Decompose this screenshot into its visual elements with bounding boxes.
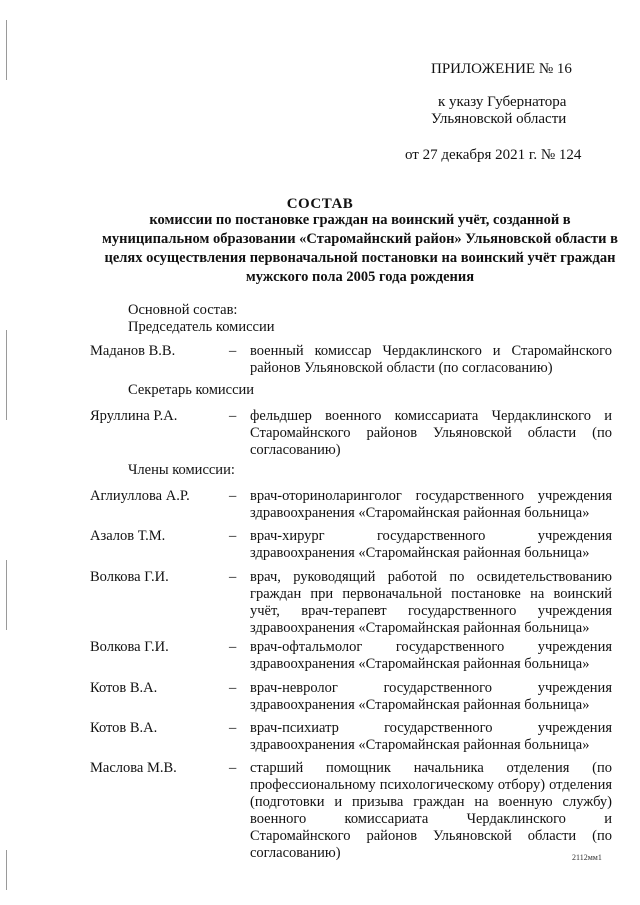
member-position: врач, руководящий работой по освидетельствованию граждан при первоначальной постановке на воинский учёт, врач-терапевт государственного учреждения здравоохранения «Старомайнская районная больница» — [250, 569, 612, 636]
member-name: Котов В.А. — [90, 680, 158, 696]
scan-edge-mark — [6, 560, 7, 630]
section-main-composition: Основной состав: — [128, 302, 238, 318]
section-secretary: Секретарь комиссии — [128, 382, 255, 398]
dash-separator: – — [229, 408, 237, 424]
decree-reference-line2: Ульяновской области — [431, 111, 567, 127]
member-name: Азалов Т.М. — [90, 528, 166, 544]
member-name: Маслова М.В. — [90, 760, 177, 776]
dash-separator: – — [229, 639, 237, 655]
member-name: Волкова Г.И. — [90, 569, 169, 585]
section-chairman: Председатель комиссии — [128, 319, 275, 335]
dash-separator: – — [229, 528, 237, 544]
member-position: врач-офтальмолог государственного учреждения здравоохранения «Старомайнская районная больница» — [250, 639, 612, 672]
decree-reference-line1: к указу Губернатора — [438, 94, 567, 110]
member-position: старший помощник начальника отделения (по профессиональному психологическому отбору) отделения (подготовки и призыва граждан на военную службу) военного комиссариата Чердаклинского и Старомайнского районов Ульяновской области (по согласованию) — [250, 760, 612, 861]
member-position: врач-оториноларинголог государственного учреждения здравоохранения «Старомайнская районная больница» — [250, 488, 612, 521]
dash-separator: – — [229, 720, 237, 736]
member-name: Яруллина Р.А. — [90, 408, 178, 424]
document-title: СОСТАВ — [286, 196, 354, 212]
decree-date: от 27 декабря 2021 г. № 124 — [405, 147, 582, 163]
dash-separator: – — [229, 488, 237, 504]
member-position: врач-психиатр государственного учреждения здравоохранения «Старомайнская районная больница» — [250, 720, 612, 753]
member-name: Маданов В.В. — [90, 343, 176, 359]
dash-separator: – — [229, 343, 237, 359]
member-position: фельдшер военного комиссариата Чердаклинского и Старомайнского районов Ульяновской области (по согласованию) — [250, 408, 612, 458]
document-subtitle: комиссии по постановке граждан на воинский учёт, созданной в муниципальном образовании «Старомайнский район» Ульяновской области в целях осуществления первоначальной постановки на воинский учёт граждан мужского пола 2005 года рождения — [102, 212, 618, 285]
member-name: Волкова Г.И. — [90, 639, 169, 655]
scan-edge-mark — [6, 850, 7, 890]
member-position: врач-хирург государственного учреждения здравоохранения «Старомайнская районная больница» — [250, 528, 612, 561]
scan-edge-mark — [6, 20, 7, 80]
scan-edge-mark — [6, 330, 7, 420]
member-name: Котов В.А. — [90, 720, 158, 736]
member-position: военный комиссар Чердаклинского и Старомайнского районов Ульяновской области (по согласованию) — [250, 343, 612, 376]
member-name: Аглиуллова А.Р. — [90, 488, 190, 504]
appendix-number: ПРИЛОЖЕНИЕ № 16 — [431, 61, 572, 77]
dash-separator: – — [229, 680, 237, 696]
dash-separator: – — [229, 760, 237, 776]
document-code: 2112мм1 — [572, 853, 602, 862]
member-position: врач-невролог государственного учреждения здравоохранения «Старомайнская районная больница» — [250, 680, 612, 713]
section-members: Члены комиссии: — [128, 462, 235, 478]
dash-separator: – — [229, 569, 237, 585]
